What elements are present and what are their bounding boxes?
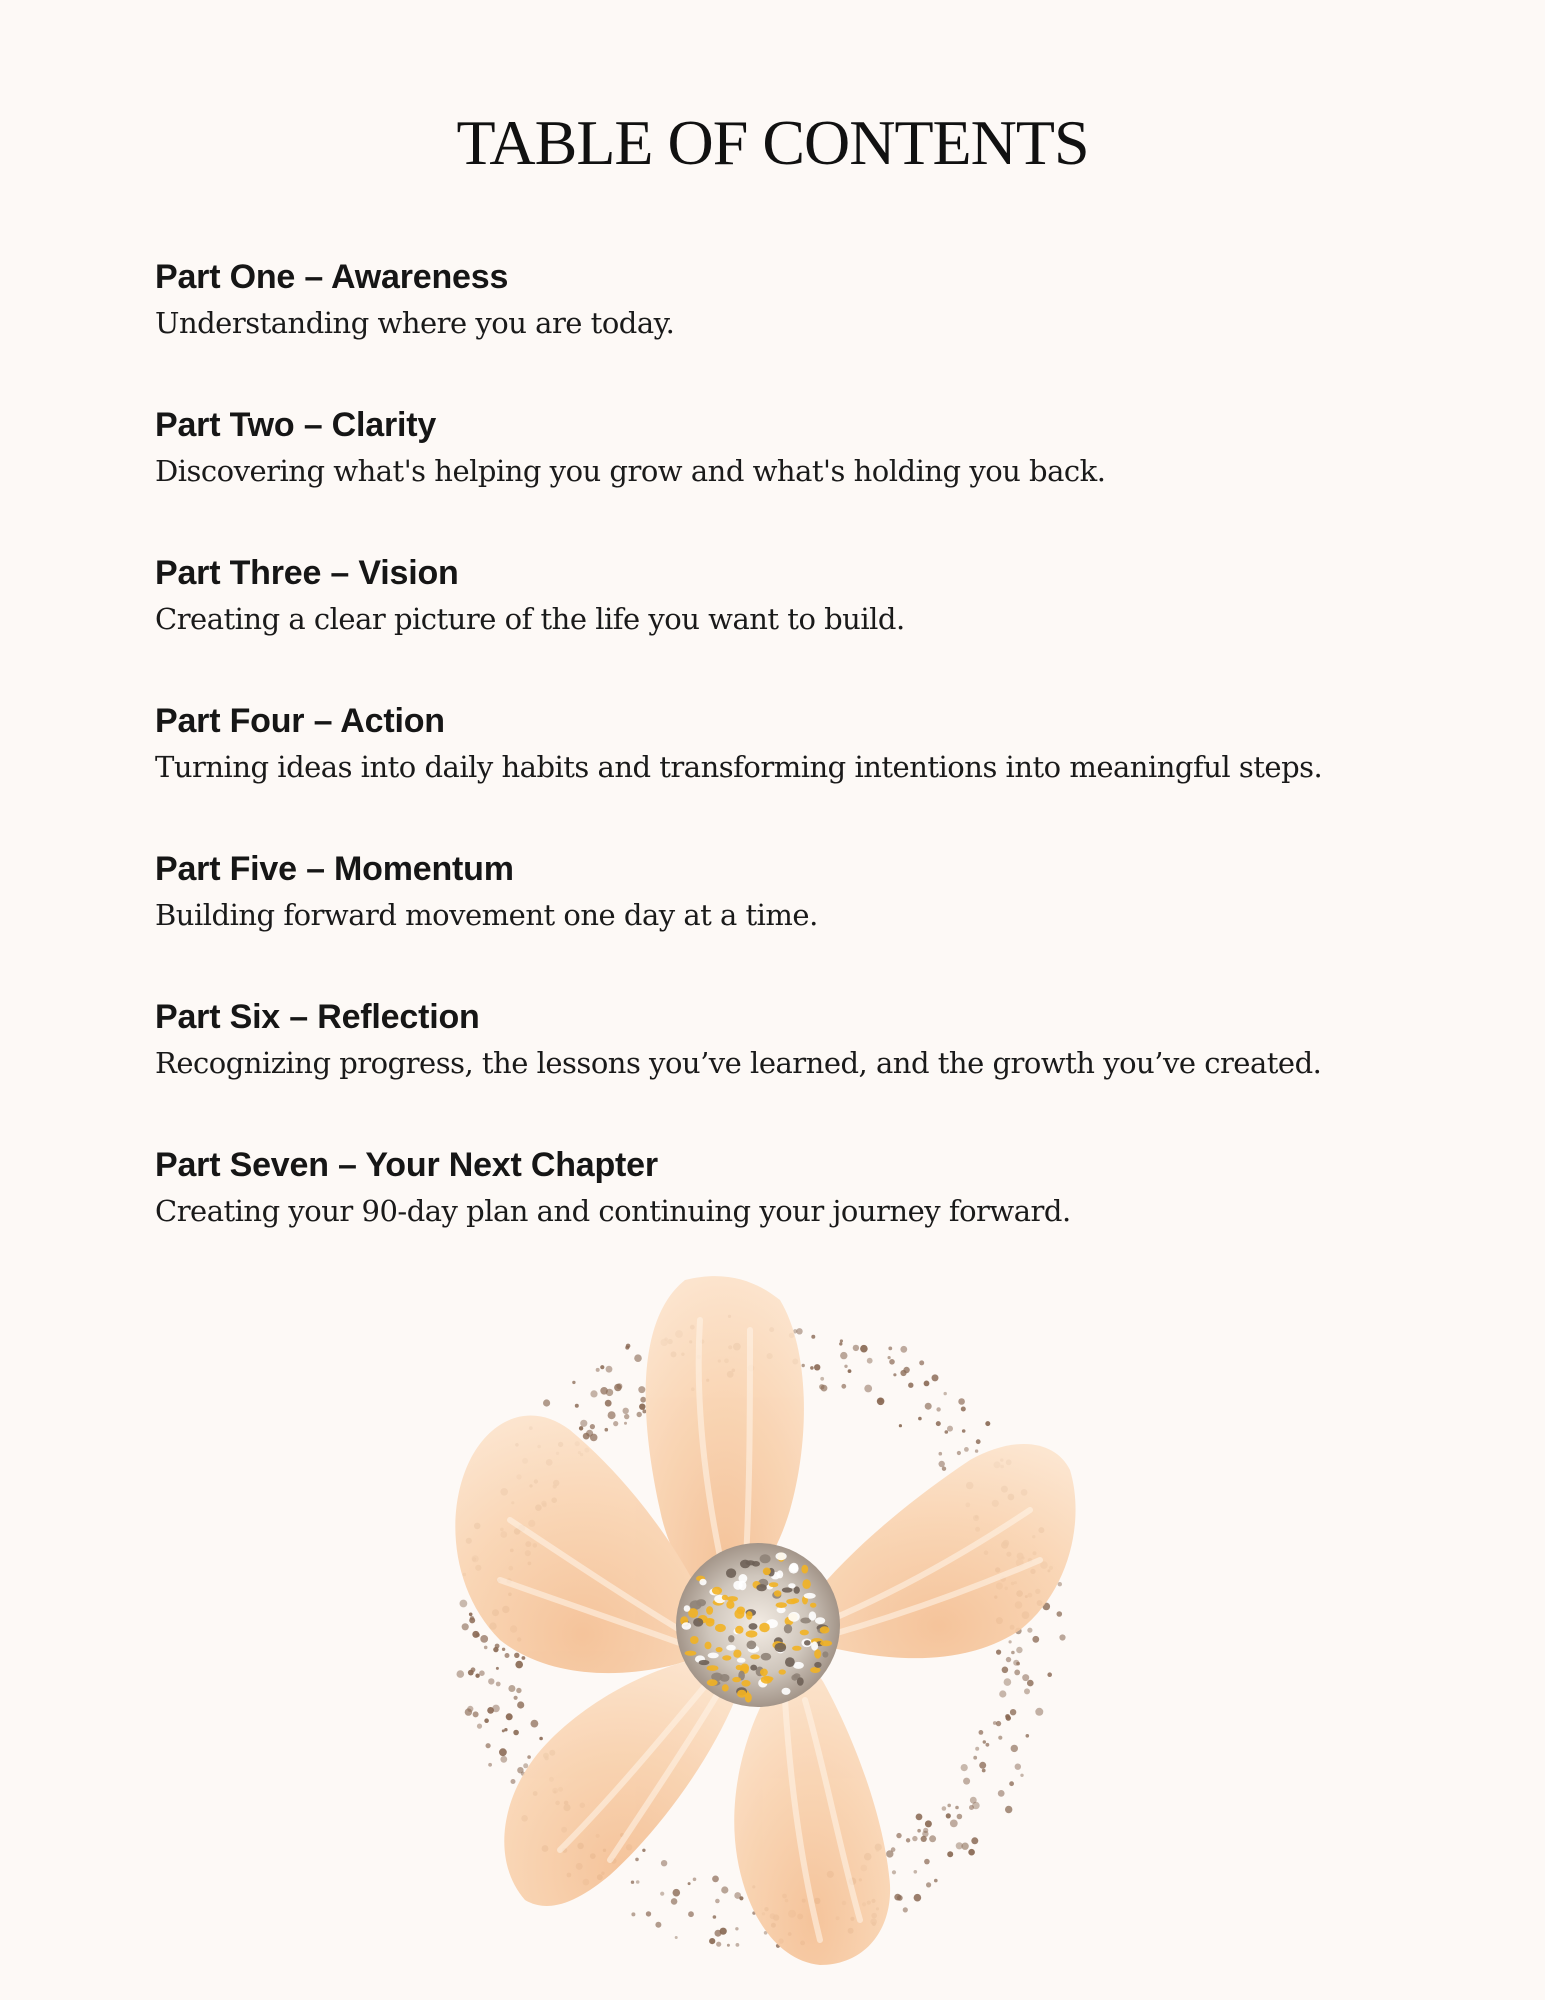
petal-lower-right — [734, 1667, 890, 1965]
toc-entry-part-four — [155, 698, 1415, 846]
toc-description: Building forward movement one day at a time. — [155, 898, 818, 932]
toc-description: Discovering what's helping you grow and what's holding you back. — [155, 454, 1106, 488]
toc-heading: Part Four – Action — [155, 702, 445, 740]
page-title: TABLE OF CONTENTS — [456, 107, 1089, 178]
toc-heading: Part Three – Vision — [155, 554, 459, 592]
toc-entry-part-one — [155, 254, 1415, 402]
flower-center — [676, 1543, 840, 1707]
toc-heading: Part Two – Clarity — [155, 406, 437, 444]
petal-upper-right — [803, 1444, 1076, 1658]
flower-illustration — [430, 1260, 1110, 1980]
toc-entry-part-three — [155, 550, 1415, 698]
toc-entry-part-five — [155, 846, 1415, 994]
toc-entry-part-two — [155, 402, 1415, 550]
toc-description: Creating your 90-day plan and continuing your journey forward. — [155, 1194, 1071, 1228]
toc-description: Creating a clear picture of the life you want to build. — [155, 602, 905, 636]
toc-heading: Part One – Awareness — [155, 258, 509, 296]
toc-entry-part-six — [155, 994, 1415, 1142]
table-of-contents — [155, 254, 1415, 1290]
watercolor-flower-icon — [430, 1260, 1110, 1980]
toc-heading: Part Seven – Your Next Chapter — [155, 1146, 658, 1184]
toc-description: Understanding where you are today. — [155, 306, 675, 340]
toc-heading: Part Five – Momentum — [155, 850, 514, 888]
toc-heading: Part Six – Reflection — [155, 998, 480, 1036]
toc-description: Turning ideas into daily habits and transforming intentions into meaningful steps. — [155, 750, 1323, 784]
toc-description: Recognizing progress, the lessons you’ve learned, and the growth you’ve created. — [155, 1046, 1322, 1080]
